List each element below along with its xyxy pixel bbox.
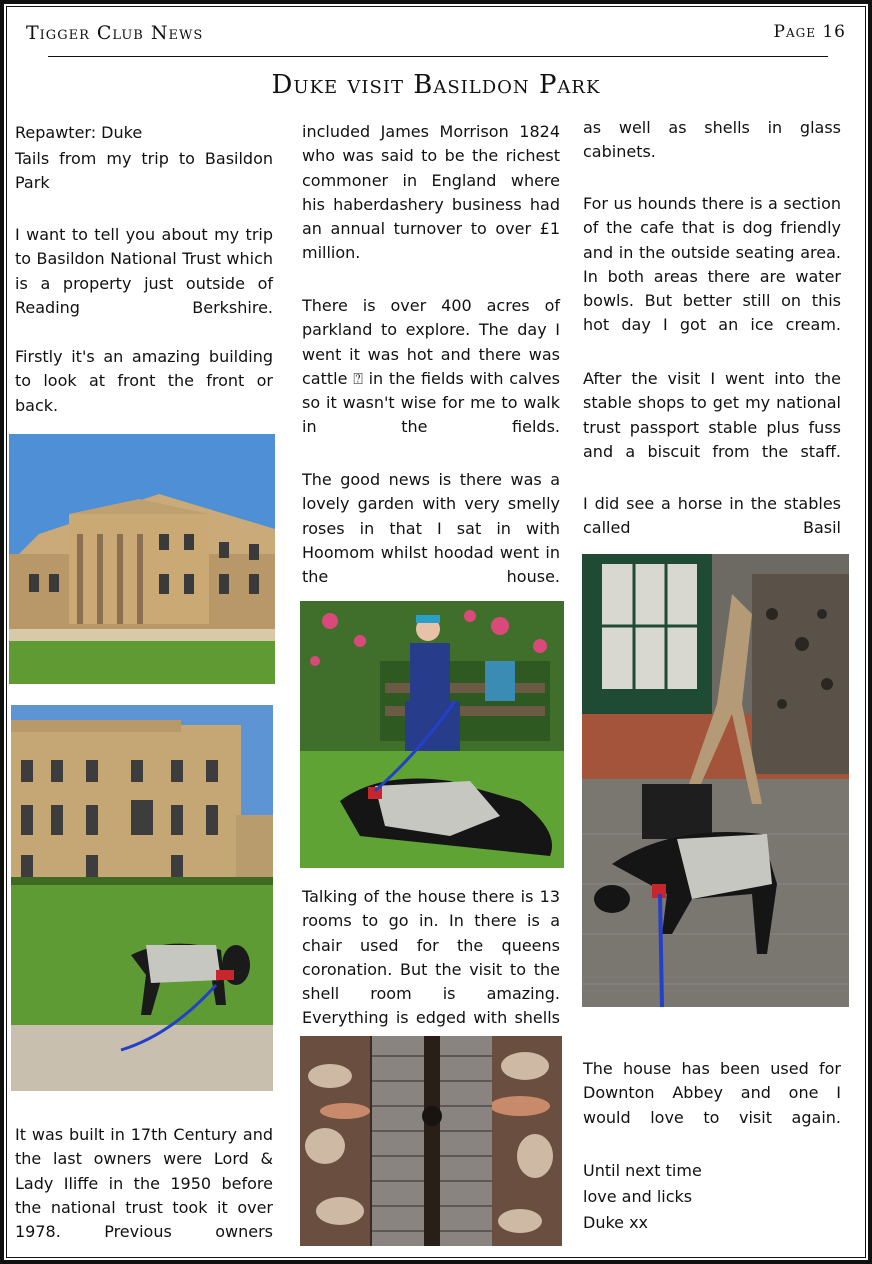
article-title: Duke visit Basildon Park [271, 70, 601, 100]
col3-paragraph-5: The house has been used for Downton Abbey and one I would love to visit again. [583, 1059, 841, 1127]
col3-paragraph-4: I did see a horse in the stables called Basil [583, 494, 841, 538]
byline: Repawter: Duke [15, 123, 143, 142]
photo-basildon-front [9, 434, 275, 684]
photo-basildon-back-with-dog [11, 705, 273, 1091]
col1-paragraph-3: It was built in 17th Century and the last owners were Lord & Lady Iliffe in the 1950 before the national trust took it over 1978. Previous owners [15, 1125, 273, 1242]
col2-paragraph-1: included James Morrison 1824 who was said to be the richest commoner in England where his haberdashery business had an annual turnover to over £1 million. [302, 122, 560, 263]
signoff-line-1: Until next time [583, 1161, 702, 1180]
col1-paragraph-2: Firstly it's an amazing building to look at front the front or back. [15, 347, 273, 415]
col2-paragraph-2: There is over 400 acres of parkland to explore. The day I went it was hot and there was cattle ⍰ in the fields with calves so it wasn't wise for me to walk in the fields. [302, 296, 560, 437]
signoff-line-2: love and licks [583, 1187, 693, 1206]
subtitle: Tails from my trip to Basildon Park [15, 149, 273, 193]
header-rule [48, 56, 828, 57]
photo-shell-room [300, 1036, 562, 1246]
page-number: Page 16 [773, 22, 846, 42]
col1-paragraph-1: I want to tell you about my trip to Basildon National Trust which is a property just outside of Reading Berkshire. [15, 225, 273, 317]
photo-stables-horse-sculpture [582, 554, 849, 1007]
col3-paragraph-3: After the visit I went into the stable shops to get my national trust passport stable plus fuss and a biscuit from the staff. [583, 369, 841, 461]
col3-paragraph-2: For us hounds there is a section of the cafe that is dog friendly and in the outside seating area. In both areas there are water bowls. But better still on this hot day I got an ice cream. [583, 194, 841, 335]
col3-paragraph-1: as well as shells in glass cabinets. [583, 118, 841, 162]
publication-name: Tigger Club News [26, 22, 204, 44]
photo-garden-bench [300, 601, 564, 868]
signoff-line-3: Duke xx [583, 1213, 649, 1232]
signoff [583, 1158, 841, 1236]
col2-paragraph-4: Talking of the house there is 13 rooms to go in. In there is a chair used for the queens coronation. But the visit to the shell room is amazing. Everything is edged with shells [302, 887, 560, 1028]
col2-paragraph-3: The good news is there was a lovely garden with very smelly roses in that I sat in with Hoomom whilst hoodad went in the house. [302, 470, 560, 587]
